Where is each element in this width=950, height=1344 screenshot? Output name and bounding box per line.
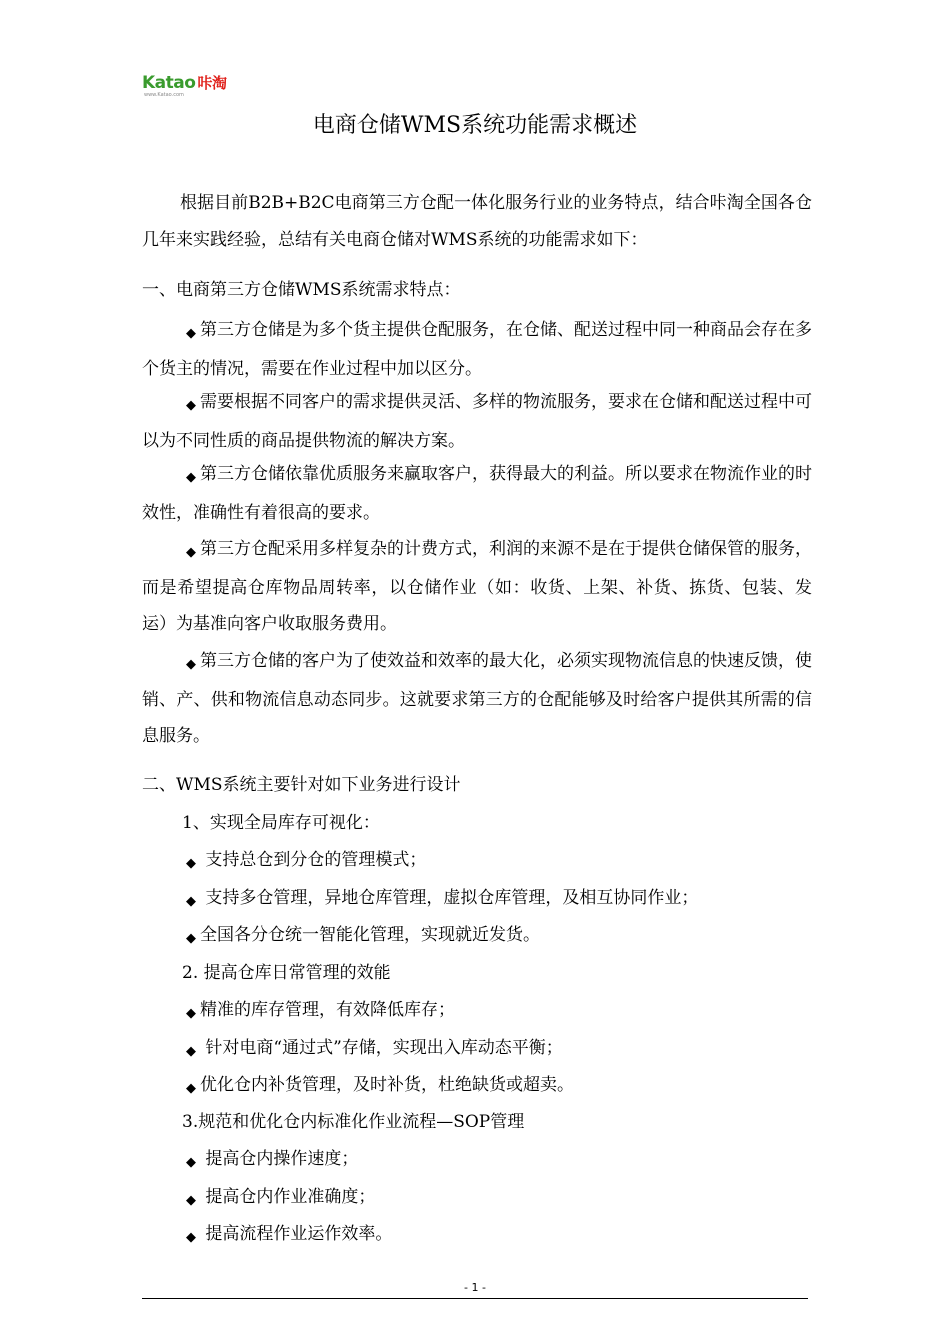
company-logo [142,74,252,98]
sub2-item: ◆ 针对电商“通过式”存储，实现出入库动态平衡； [186,1038,563,1059]
bullet-diamond-icon: ◆ [186,657,196,672]
bullet-diamond-icon: ◆ [186,326,196,341]
logo-brand: Katao [142,73,196,93]
section1-item-text: 第三方仓储是为多个货主提供仓配服务，在仓储、配送过程中同一种商品会存在多个货主的情况，需要在作业过程中加以区分。 [142,320,812,379]
sub3-heading: 3.规范和优化仓内标准化作业流程—SOP管理 [182,1112,525,1132]
bullet-diamond-icon: ◆ [186,1006,196,1021]
sub2-item: ◆ 精准的库存管理，有效降低库存； [186,1000,455,1021]
sub1-item: ◆ 支持多仓管理，异地仓库管理，虚拟仓库管理，及相互协同作业； [186,888,699,909]
bullet-diamond-icon: ◆ [186,894,196,909]
sub2-heading: 2. 提高仓库日常管理的效能 [182,963,391,983]
logo-cn: 咔淘 [197,74,227,92]
section1-heading: 一、电商第三方仓储WMS系统需求特点： [142,280,461,300]
bullet-diamond-icon: ◆ [186,931,196,946]
bullet-diamond-icon: ◆ [186,1230,196,1245]
document-title: 电商仓储WMS系统功能需求概述 [312,113,638,138]
sub1-heading: 1、实现全局库存可视化： [182,813,380,833]
section2-heading: 二、WMS系统主要针对如下业务进行设计 [142,775,461,795]
sub2-item: ◆ 优化仓内补货管理，及时补货，杜绝缺货或超卖。 [186,1075,574,1096]
bullet-diamond-icon: ◆ [186,1081,196,1096]
section1-item-4 [142,531,812,643]
bullet-diamond-icon: ◆ [186,470,196,485]
footer-divider [142,1298,808,1299]
bullet-diamond-icon: ◆ [186,856,196,871]
sub3-item: ◆ 提高仓内作业准确度； [186,1187,376,1208]
section1-item-text: 第三方仓储依靠优质服务来赢取客户，获得最大的利益。所以要求在物流作业的时效性，准确性有着很高的要求。 [142,464,812,523]
intro-paragraph: 根据目前B2B+B2C电商第三方仓配一体化服务行业的业务特点，结合咔淘全国各仓几年来实践经验，总结有关电商仓储对WMS系统的功能需求如下： [142,193,812,250]
bullet-diamond-icon: ◆ [186,1044,196,1059]
section1-item-2 [142,384,812,459]
sub3-item: ◆ 提高仓内操作速度； [186,1149,359,1170]
section1-item-text: 第三方仓储的客户为了使效益和效率的最大化，必须实现物流信息的快速反馈，使销、产、供和物流信息动态同步。这就要求第三方的仓配能够及时给客户提供其所需的信息服务。 [142,651,812,746]
bullet-diamond-icon: ◆ [186,398,196,413]
section1-item-3 [142,456,812,531]
bullet-diamond-icon: ◆ [186,1155,196,1170]
section1-item-5 [142,643,812,755]
sub3-item: ◆ 提高流程作业运作效率。 [186,1224,393,1245]
bullet-diamond-icon: ◆ [186,545,196,560]
sub1-item: ◆ 全国各分仓统一智能化管理，实现就近发货。 [186,925,540,946]
logo-url: www.Katao.com [144,92,184,98]
page-number: - 1 - [464,1281,486,1294]
bullet-diamond-icon: ◆ [186,1193,196,1208]
section1-item-1 [142,312,812,387]
section1-item-text: 第三方仓配采用多样复杂的计费方式，利润的来源不是在于提供仓储保管的服务，而是希望提高仓库物品周转率，以仓储作业（如：收货、上架、补货、拣货、包装、发运）为基准向客户收取服务费用。 [142,539,812,634]
sub1-item: ◆ 支持总仓到分仓的管理模式； [186,850,427,871]
section1-item-text: 需要根据不同客户的需求提供灵活、多样的物流服务，要求在仓储和配送过程中可以为不同性质的商品提供物流的解决方案。 [142,392,812,451]
